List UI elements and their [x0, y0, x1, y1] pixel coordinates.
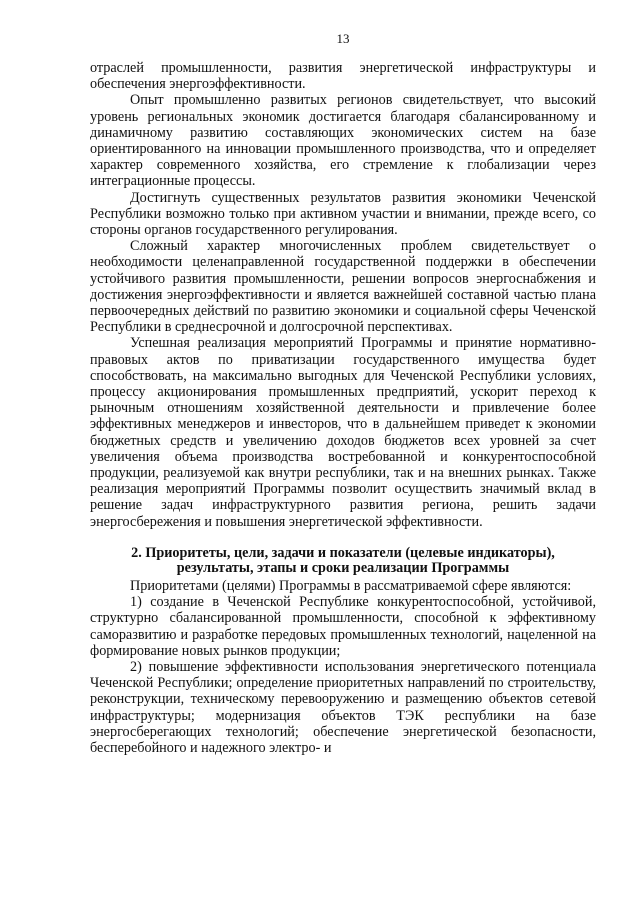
section-heading-line-1: 2. Приоритеты, цели, задачи и показатели (целевые индикаторы), — [131, 544, 555, 561]
list-item-priority-1: 1) создание в Чеченской Республике конкурентоспособной, устойчивой, структурно сбалансированной промышленности, способной к эффективному саморазвитию и разработке передовых промышленных технологий, нацеленной на формирование новых рынков продукции; — [90, 594, 596, 659]
section-heading — [90, 546, 596, 577]
paragraph-regional-experience: Опыт промышленно развитых регионов свидетельствует, что высокий уровень региональных экономик достигается благодаря сбалансированному и динамичному развитию составляющих экономических систем на базе ориентированного на инновации промышленного производства, что и определяет характер современного хозяйства, его стремление к глобализации через интеграционные процессы. — [90, 92, 596, 190]
paragraph-continuation: отраслей промышленности, развития энергетической инфраструктуры и обеспечения энергоэффективности. — [90, 60, 596, 93]
paragraph-priorities-intro: Приоритетами (целями) Программы в рассматриваемой сфере являются: — [130, 577, 572, 594]
page-number: 13 — [336, 31, 350, 46]
list-item-priority-2: 2) повышение эффективности использования энергетического потенциала Чеченской Республики; определение приоритетных направлений по строительству, реконструкции, техническому перевооружению и размещению объектов сетевой инфраструктуры; модернизация объектов ТЭК республики на базе энергосберегающих технологий; обеспечение энергетической безопасности, бесперебойного и надежного электро- и — [90, 658, 596, 756]
paragraph-program-implementation: Успешная реализация мероприятий Программы и принятие нормативно-правовых актов по приватизации государственного имущества будет способствовать, на максимально выгодных для Чеченской Республики условиях, процессу акционирования промышленных предприятий, ускорит переход к рыночным отношениям хозяйственной деятельности и привлечение более эффективных менеджеров и инвесторов, что в дальнейшем приведет к экономии бюджетных средств и увеличению доходов бюджетов всех уровней за счет увеличения объема производства востребованной и конкурентоспособной продукции, реализуемой как внутри республики, так и на внешних рынках. Также реализация мероприятий Программы позволит осуществить значимый вклад в решение задач инфраструктурного развития региона, решить задачи энергосбережения и повышения энергетической эффективности. — [90, 335, 596, 530]
document-body — [90, 60, 596, 756]
paragraph-complex-problems: Сложный характер многочисленных проблем свидетельствует о необходимости целенаправленной государственной поддержки в обеспечении устойчивого развития промышленности, решении вопросов энергоснабжения и достижения энергоэффективности и является важнейшей составной частью плана первоочередных действий по развитию экономики и социальной сферы Чеченской Республики в среднесрочной и долгосрочной перспективах. — [90, 238, 596, 336]
paragraph-achieve-results: Достигнуть существенных результатов развития экономики Чеченской Республики возможно только при активном участии и внимании, прежде всего, со стороны органов государственного регулирования. — [90, 189, 596, 239]
section-heading-line-2: результаты, этапы и сроки реализации Программы — [176, 560, 510, 577]
